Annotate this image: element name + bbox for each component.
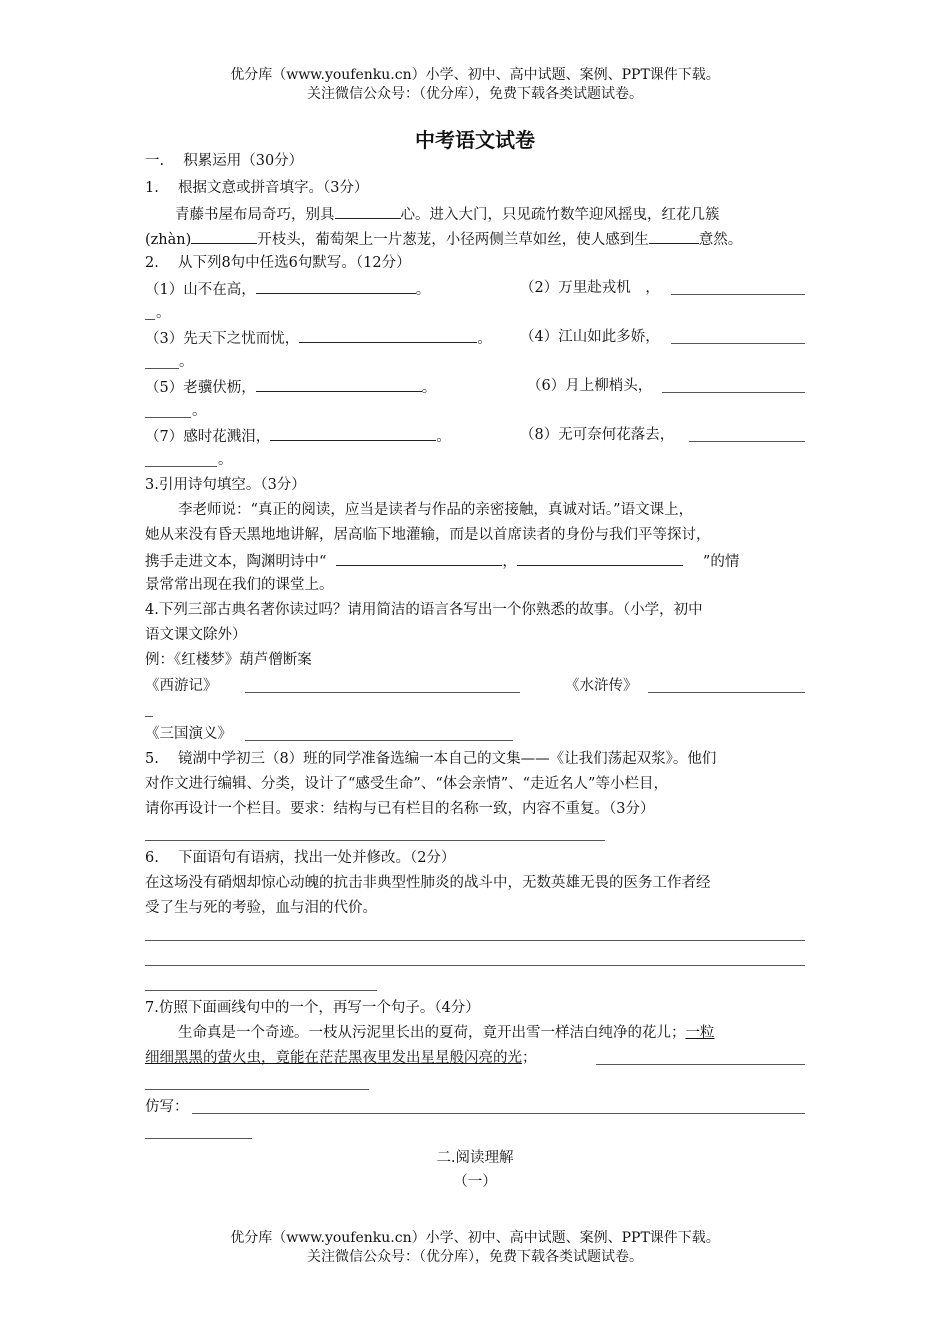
q2-blank-4[interactable] bbox=[671, 343, 805, 344]
q7-underlined-start: 一粒 bbox=[685, 1025, 715, 1041]
q6-stem: 6. 下面语句有语病，找出一处并修改。（2分） bbox=[145, 850, 456, 866]
q2-blank-6-cont[interactable] bbox=[145, 417, 191, 418]
section-1-heading: 一. 积累运用（30分） bbox=[145, 153, 304, 169]
q2-item-8: （8）无可奈何花落去， bbox=[520, 427, 675, 443]
q1-paragraph-line1 bbox=[175, 203, 720, 225]
q5-answer-line[interactable] bbox=[145, 840, 605, 841]
q2-item-1: （1）山不在高， 。 bbox=[145, 278, 430, 300]
q3-blank-1[interactable] bbox=[336, 550, 502, 566]
q2-item-7: （7）感时花溅泪， 。 bbox=[145, 425, 451, 447]
q1-paragraph-line2 bbox=[145, 228, 742, 250]
q2-blank-2[interactable] bbox=[671, 294, 805, 295]
q3-line-1: 李老师说：“真正的阅读，应当是读者与作品的亲密接触，真诚对话。”语文课上， bbox=[178, 502, 694, 518]
footer-line-2: 关注微信公众号：（优分库），免费下载各类试题试卷。 bbox=[307, 1249, 643, 1265]
q2-item-5: （5）老骥伏枥， 。 bbox=[145, 376, 436, 398]
q4-example: 例：《红楼梦》葫芦僧断案 bbox=[145, 652, 312, 668]
q1-blank-2[interactable] bbox=[191, 228, 257, 244]
page-footer bbox=[0, 1229, 950, 1267]
q5-line-2: 对作文进行编辑、分类，设计了“感受生命”、“体会亲情”、“走近名人”等小栏目， bbox=[145, 776, 668, 792]
q2-blank-5[interactable] bbox=[256, 376, 422, 392]
q3-line-4: 景常常出现在我们的课堂上。 bbox=[145, 577, 334, 593]
q2-blank-8-cont[interactable] bbox=[145, 466, 217, 467]
q1-stem: 1. 根据文意或拼音填字。（3分） bbox=[145, 180, 369, 196]
section-2-heading: 二.阅读理解 bbox=[436, 1150, 514, 1166]
q6-line-2: 受了生与死的考验，血与泪的代价。 bbox=[145, 900, 377, 916]
q7-blank-line-1[interactable] bbox=[596, 1064, 805, 1065]
q5-line-3: 请你再设计一个栏目。要求：结构与已有栏目的名称一致，内容不重复。（3分） bbox=[145, 801, 655, 817]
q2-blank-4-cont[interactable] bbox=[145, 368, 179, 369]
q3-line-2: 她从来没有昏天黑地地讲解，居高临下地灌输，而是以首席读者的身份与我们平等探讨， bbox=[145, 527, 711, 543]
q4-blank-sanguo[interactable] bbox=[245, 740, 513, 741]
q4-blank-shuihu-cont[interactable] bbox=[145, 716, 153, 717]
q2-blank-7[interactable] bbox=[270, 425, 436, 441]
q4-sanguo: 《三国演义》 bbox=[145, 726, 232, 742]
q7-imitate-label: 仿写： bbox=[145, 1099, 189, 1115]
q2-stem: 2. 从下列8句中任选6句默写。（12分） bbox=[145, 255, 411, 271]
q7-imitate-line-2[interactable] bbox=[145, 1138, 252, 1139]
q1-pinyin: (zhàn) bbox=[145, 232, 192, 248]
q7-imitate-line-1[interactable] bbox=[192, 1113, 805, 1114]
q4-line-1: 4.下列三部古典名著你读过吗？请用简洁的语言各写出一个你熟悉的故事。（小学，初中 bbox=[145, 602, 703, 618]
q2-item-6: （6）月上柳梢头， bbox=[527, 378, 653, 394]
q2-item-2: （2）万里赴戎机 ， bbox=[520, 280, 660, 296]
q3-line-3: 携手走进文本，陶渊明诗中“ ， ”的情 bbox=[145, 550, 739, 572]
q1-blank-3[interactable] bbox=[649, 228, 699, 244]
q4-blank-shuihu[interactable] bbox=[648, 692, 805, 693]
q6-answer-line-1[interactable] bbox=[145, 940, 805, 941]
q4-blank-xiyouji[interactable] bbox=[245, 692, 520, 693]
page-title: 中考语文试卷 bbox=[415, 128, 535, 152]
q4-xiyouji: 《西游记》 bbox=[145, 678, 218, 694]
q5-line-1: 5. 镜湖中学初三（8）班的同学准备选编一本自己的文集——《让我们荡起双浆》。他们 bbox=[145, 751, 717, 767]
q7-blank-line-2[interactable] bbox=[145, 1089, 369, 1090]
header-line-2: 关注微信公众号：（优分库），免费下载各类试题试卷。 bbox=[307, 86, 643, 102]
q7-underlined-sentence: 细细黑黑的萤火虫，竟能在茫茫黑夜里发出星星般闪亮的光 bbox=[145, 1050, 522, 1066]
page-header bbox=[0, 66, 950, 104]
q2-blank-1[interactable] bbox=[256, 278, 416, 294]
q2-item-4: （4）江山如此多娇， bbox=[520, 329, 660, 345]
q2-blank-6[interactable] bbox=[662, 392, 805, 393]
q3-stem: 3.引用诗句填空。（3分） bbox=[145, 477, 306, 493]
q2-blank-2-cont[interactable] bbox=[145, 319, 155, 320]
q2-blank-3[interactable] bbox=[299, 327, 477, 343]
header-line-1: 优分库（www.youfenku.cn）小学、初中、高中试题、案例、PPT课件下载。 bbox=[230, 67, 720, 83]
q1-text-b: 心。进入大门，只见疏竹数竿迎风摇曳，红花几簇 bbox=[400, 207, 720, 223]
q6-answer-line-2[interactable] bbox=[145, 965, 805, 966]
q1-text-a: 青藤书屋布局奇巧，别具 bbox=[175, 207, 335, 223]
footer-line-1: 优分库（www.youfenku.cn）小学、初中、高中试题、案例、PPT课件下载。 bbox=[230, 1230, 720, 1246]
q6-answer-line-3[interactable] bbox=[145, 990, 377, 991]
q6-line-1: 在这场没有硝烟却惊心动魄的抗击非典型性肺炎的战斗中，无数英雄无畏的医务工作者经 bbox=[145, 875, 711, 891]
q3-blank-2[interactable] bbox=[517, 550, 683, 566]
q7-line-2: 细细黑黑的萤火虫，竟能在茫茫黑夜里发出星星般闪亮的光； bbox=[145, 1050, 537, 1066]
q7-stem: 7.仿照下面画线句中的一个，再写一个句子。（4分） bbox=[145, 1000, 480, 1016]
q1-text-c: 开枝头，葡萄架上一片葱茏，小径两侧兰草如丝，使人感到生 bbox=[257, 232, 649, 248]
q7-line-1: 生命真是一个奇迹。一枝从污泥里长出的夏荷，竟开出雪一样洁白纯净的花儿；一粒 bbox=[178, 1025, 715, 1041]
q1-blank-1[interactable] bbox=[335, 203, 401, 219]
section-2-subheading: （一） bbox=[453, 1174, 497, 1190]
q1-text-d: 意然。 bbox=[698, 232, 743, 248]
q4-line-2: 语文课文除外） bbox=[145, 627, 247, 643]
q2-blank-8[interactable] bbox=[689, 441, 805, 442]
q2-item-3: （3）先天下之忧而忧， 。 bbox=[145, 327, 492, 349]
q4-shuihu: 《水浒传》 bbox=[565, 678, 638, 694]
